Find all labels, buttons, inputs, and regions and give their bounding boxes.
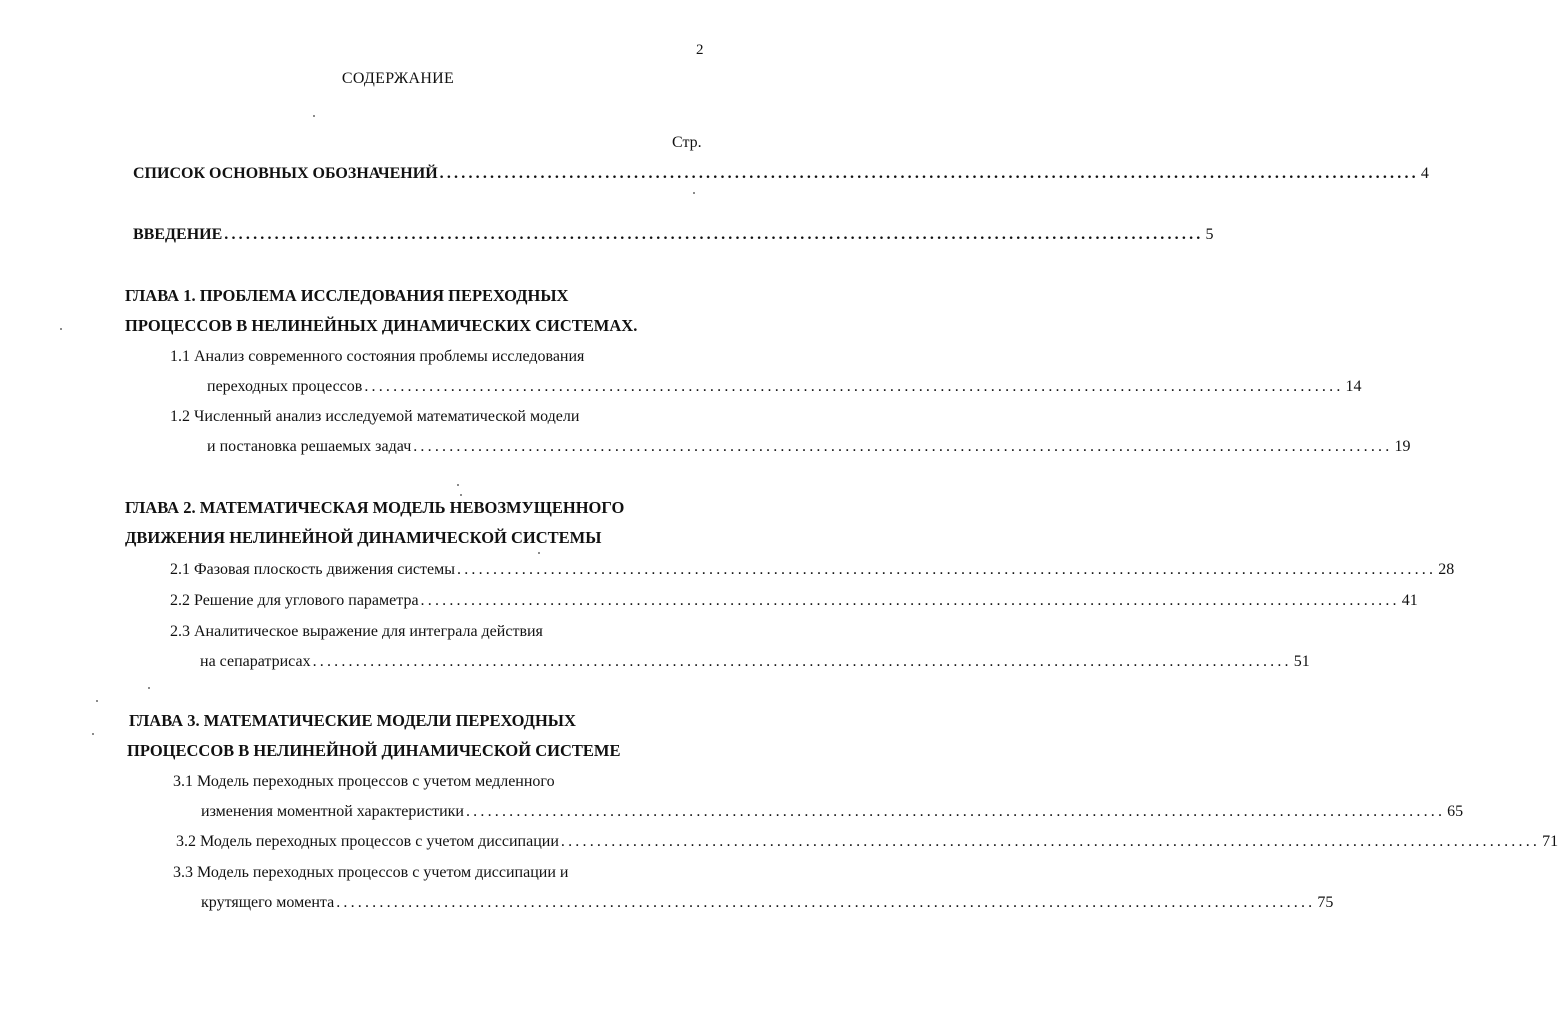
scan-speck	[538, 552, 540, 554]
toc-entry-label: переходных процессов	[207, 378, 363, 395]
toc-entry-section-3-1[interactable]	[201, 802, 1464, 822]
toc-leader-dots: ........................................................................................................................................	[224, 226, 1204, 243]
toc-entry-label: СПИСОК ОСНОВНЫХ ОБОЗНАЧЕНИЙ	[133, 165, 438, 182]
toc-leader-dots: ........................................................................................................................................	[439, 165, 1419, 182]
chapter-3-title-line1[interactable]: ГЛАВА 3. МАТЕМАТИЧЕСКИЕ МОДЕЛИ ПЕРЕХОДНЫХ	[129, 711, 576, 730]
scan-speck	[693, 192, 695, 194]
toc-leader-dots: ........................................................................................................................................	[560, 833, 1541, 850]
page-number: 2	[696, 42, 704, 58]
toc-entry-label: 2.2 Решение для углового параметра	[170, 592, 419, 609]
toc-entry-page: 5	[1205, 226, 1214, 243]
scan-speck	[313, 115, 315, 117]
toc-entry-introduction[interactable]	[133, 225, 1214, 245]
section-3-1-line1[interactable]: 3.1 Модель переходных процессов с учетом медленного	[173, 773, 555, 790]
toc-entry-section-2-2[interactable]	[170, 591, 1418, 611]
page-column-label: Стр.	[672, 134, 702, 151]
scan-speck	[92, 733, 94, 735]
toc-leader-dots: ........................................................................................................................................	[364, 378, 1344, 395]
toc-entry-label: крутящего момента	[201, 894, 335, 911]
scan-speck	[457, 484, 459, 486]
toc-leader-dots: ........................................................................................................................................	[457, 561, 1437, 578]
toc-leader-dots: ........................................................................................................................................	[312, 653, 1292, 670]
toc-entry-label: и постановка решаемых задач	[207, 438, 412, 455]
toc-entry-label: на сепаратрисах	[200, 653, 311, 670]
toc-entry-page: 28	[1438, 561, 1455, 578]
scan-speck	[460, 494, 462, 496]
toc-entry-section-2-1[interactable]	[170, 560, 1455, 580]
toc-entry-section-2-3[interactable]	[200, 652, 1310, 672]
toc-entry-label: ВВЕДЕНИЕ	[133, 226, 223, 243]
toc-leader-dots: ........................................................................................................................................	[413, 438, 1393, 455]
toc-entry-section-3-2[interactable]	[176, 832, 1558, 852]
page-title: СОДЕРЖАНИЕ	[341, 70, 455, 87]
section-2-3-line1[interactable]: 2.3 Аналитическое выражение для интеграла действия	[170, 623, 543, 640]
toc-entry-page: 19	[1394, 438, 1411, 455]
chapter-2-title-line2[interactable]: ДВИЖЕНИЯ НЕЛИНЕЙНОЙ ДИНАМИЧЕСКОЙ СИСТЕМЫ	[125, 528, 602, 547]
toc-entry-page: 65	[1447, 803, 1464, 820]
chapter-2-title-line1[interactable]: ГЛАВА 2. МАТЕМАТИЧЕСКАЯ МОДЕЛЬ НЕВОЗМУЩЕННОГО	[125, 498, 625, 517]
toc-leader-dots: ........................................................................................................................................	[465, 803, 1446, 820]
chapter-1-title-line1[interactable]: ГЛАВА 1. ПРОБЛЕМА ИССЛЕДОВАНИЯ ПЕРЕХОДНЫХ	[125, 286, 569, 305]
toc-entry-label: 2.1 Фазовая плоскость движения системы	[170, 561, 455, 578]
toc-entry-section-1-2[interactable]	[207, 437, 1411, 457]
toc-leader-dots: ........................................................................................................................................	[420, 592, 1400, 609]
toc-entry-label: 3.2 Модель переходных процессов с учетом диссипации	[176, 833, 559, 850]
toc-leader-dots: ........................................................................................................................................	[336, 894, 1316, 911]
scan-speck	[96, 700, 98, 702]
toc-entry-page: 41	[1401, 592, 1418, 609]
chapter-3-title-line2[interactable]: ПРОЦЕССОВ В НЕЛИНЕЙНОЙ ДИНАМИЧЕСКОЙ СИСТЕМЕ	[127, 741, 621, 760]
section-1-2-line1[interactable]: 1.2 Численный анализ исследуемой математической модели	[170, 408, 580, 425]
toc-entry-page: 51	[1293, 653, 1310, 670]
toc-entry-label: изменения моментной характеристики	[201, 803, 464, 820]
toc-entry-page: 4	[1420, 165, 1429, 182]
scan-speck	[60, 328, 62, 330]
toc-entry-section-3-3[interactable]	[201, 893, 1334, 913]
section-3-3-line1[interactable]: 3.3 Модель переходных процессов с учетом диссипации и	[173, 864, 569, 881]
section-1-1-line1[interactable]: 1.1 Анализ современного состояния проблемы исследования	[170, 348, 585, 365]
toc-entry-notation[interactable]	[133, 164, 1429, 184]
chapter-1-title-line2[interactable]: ПРОЦЕССОВ В НЕЛИНЕЙНЫХ ДИНАМИЧЕСКИХ СИСТЕМАХ.	[125, 316, 638, 335]
toc-entry-page: 71	[1542, 833, 1558, 850]
toc-entry-page: 75	[1317, 894, 1334, 911]
scan-speck	[148, 687, 150, 689]
toc-entry-page: 14	[1345, 378, 1362, 395]
toc-entry-section-1-1[interactable]	[207, 377, 1362, 397]
